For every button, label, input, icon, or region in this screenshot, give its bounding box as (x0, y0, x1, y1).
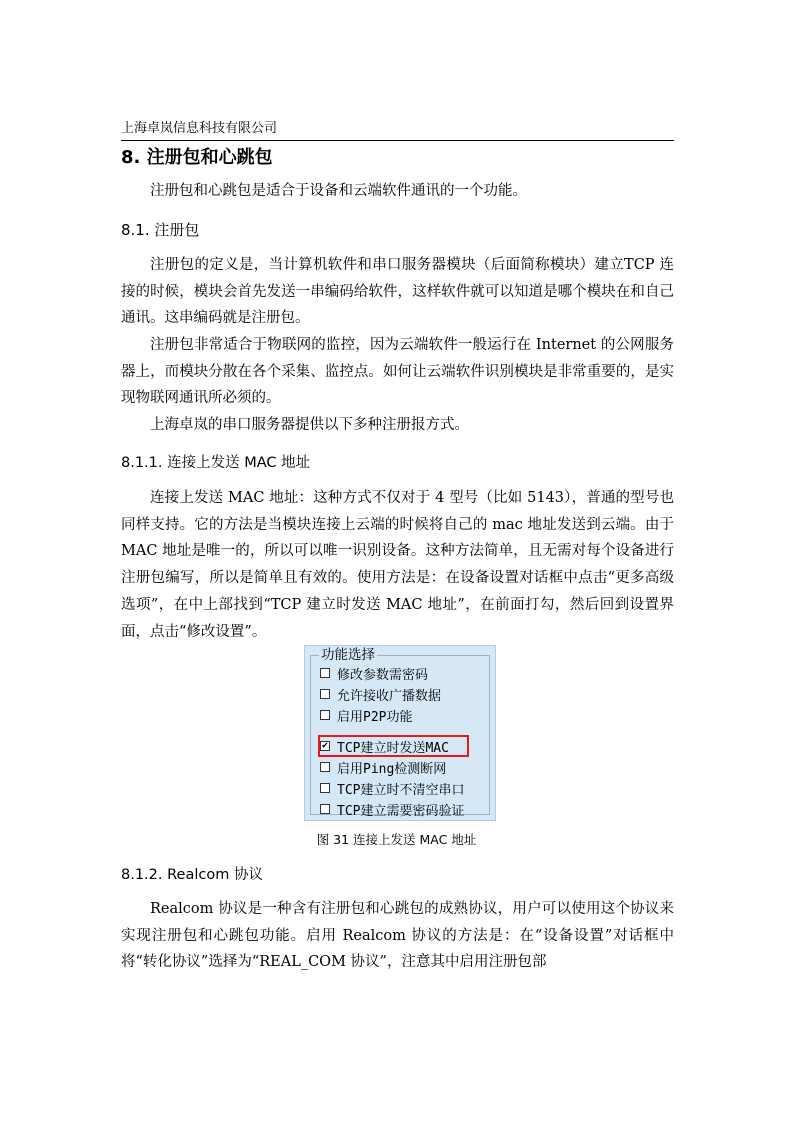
checkbox[interactable] (320, 710, 330, 720)
section-8-heading: 8. 注册包和心跳包 (121, 147, 273, 168)
section-8-1-heading: 8.1. 注册包 (121, 221, 200, 239)
function-select-group (310, 647, 490, 819)
section-8-1-paragraph-1: 注册包的定义是，当计算机软件和串口服务器模块（后面简称模块）建立TCP 连接的时候，模块会首先发送一串编码给软件，这样软件就可以知道是哪个模块在和自己通讯。这串编码就是注册包。 (121, 257, 674, 327)
option-label: 修改参数需密码 (337, 667, 429, 683)
checkbox[interactable] (320, 689, 330, 699)
option-label: 启用Ping检测断网 (337, 761, 447, 777)
section-8-intro: 注册包和心跳包是适合于设备和云端软件通讯的一个功能。 (150, 183, 527, 199)
section-8-1-paragraph-3: 上海卓岚的串口服务器提供以下多种注册报方式。 (150, 417, 469, 433)
option-ping-detect[interactable] (320, 757, 446, 777)
option-label: TCP建立时发送MAC (337, 740, 449, 756)
option-broadcast[interactable] (320, 684, 441, 704)
option-p2p[interactable] (320, 705, 412, 725)
checkbox[interactable] (320, 762, 330, 772)
option-label: TCP建立需要密码验证 (337, 803, 465, 819)
section-8-1-1-heading: 8.1.1. 连接上发送 MAC 地址 (121, 455, 311, 471)
figure-caption: 图 31 连接上发送 MAC 地址 (316, 832, 477, 847)
highlight-box (318, 735, 469, 757)
checkbox[interactable] (320, 668, 330, 678)
function-select-title: 功能选择 (321, 647, 375, 663)
section-8-1-2-paragraph: Realcom 协议是一种含有注册包和心跳包的成熟协议，用户可以使用这个协议来实现注册包和心跳包功能。启用 Realcom 协议的方法是：在“设备设置”对话框中将“转化协议”选择为“REAL_COM 协议”，注意其中启用注册包部 (121, 901, 674, 971)
section-8-1-paragraph-2: 注册包非常适合于物联网的监控，因为云端软件一般运行在 Internet 的公网服务器上，而模块分散在各个采集、监控点。如何让云端软件识别模块是非常重要的，是实现物联网通讯所必须的。 (121, 337, 674, 407)
option-param-password[interactable] (320, 663, 428, 683)
option-no-clear-serial[interactable] (320, 778, 464, 798)
checkbox-checked[interactable]: ✔ (321, 740, 329, 751)
checkbox[interactable] (320, 783, 330, 793)
option-label: TCP建立时不清空串口 (337, 782, 465, 798)
option-tcp-password[interactable] (320, 799, 464, 819)
checkbox[interactable] (320, 804, 330, 814)
section-8-1-2-heading: 8.1.2. Realcom 协议 (121, 867, 263, 883)
option-label: 启用P2P功能 (337, 709, 413, 725)
section-8-1-1-paragraph: 连接上发送 MAC 地址：这种方式不仅对于 4 型号（比如 5143），普通的型号也同样支持。它的方法是当模块连接上云端的时候将自己的 mac 地址发送到云端。由于 MAC 地址是唯一的，所以可以唯一识别设备。这种方法简单，且无需对每个设备进行注册包编写，所以是简单且有效的。使用方法是：在设备设置对话框中点击“更多高级选项”，在中上部找到“TCP 建立时发送 MAC 地址”，在前面打勾，然后回到设置界面，点击“修改设置”。 (121, 490, 674, 640)
page-header-company: 上海卓岚信息科技有限公司 (121, 120, 674, 141)
function-select-screenshot (304, 645, 496, 821)
option-label: 允许接收广播数据 (337, 688, 442, 704)
